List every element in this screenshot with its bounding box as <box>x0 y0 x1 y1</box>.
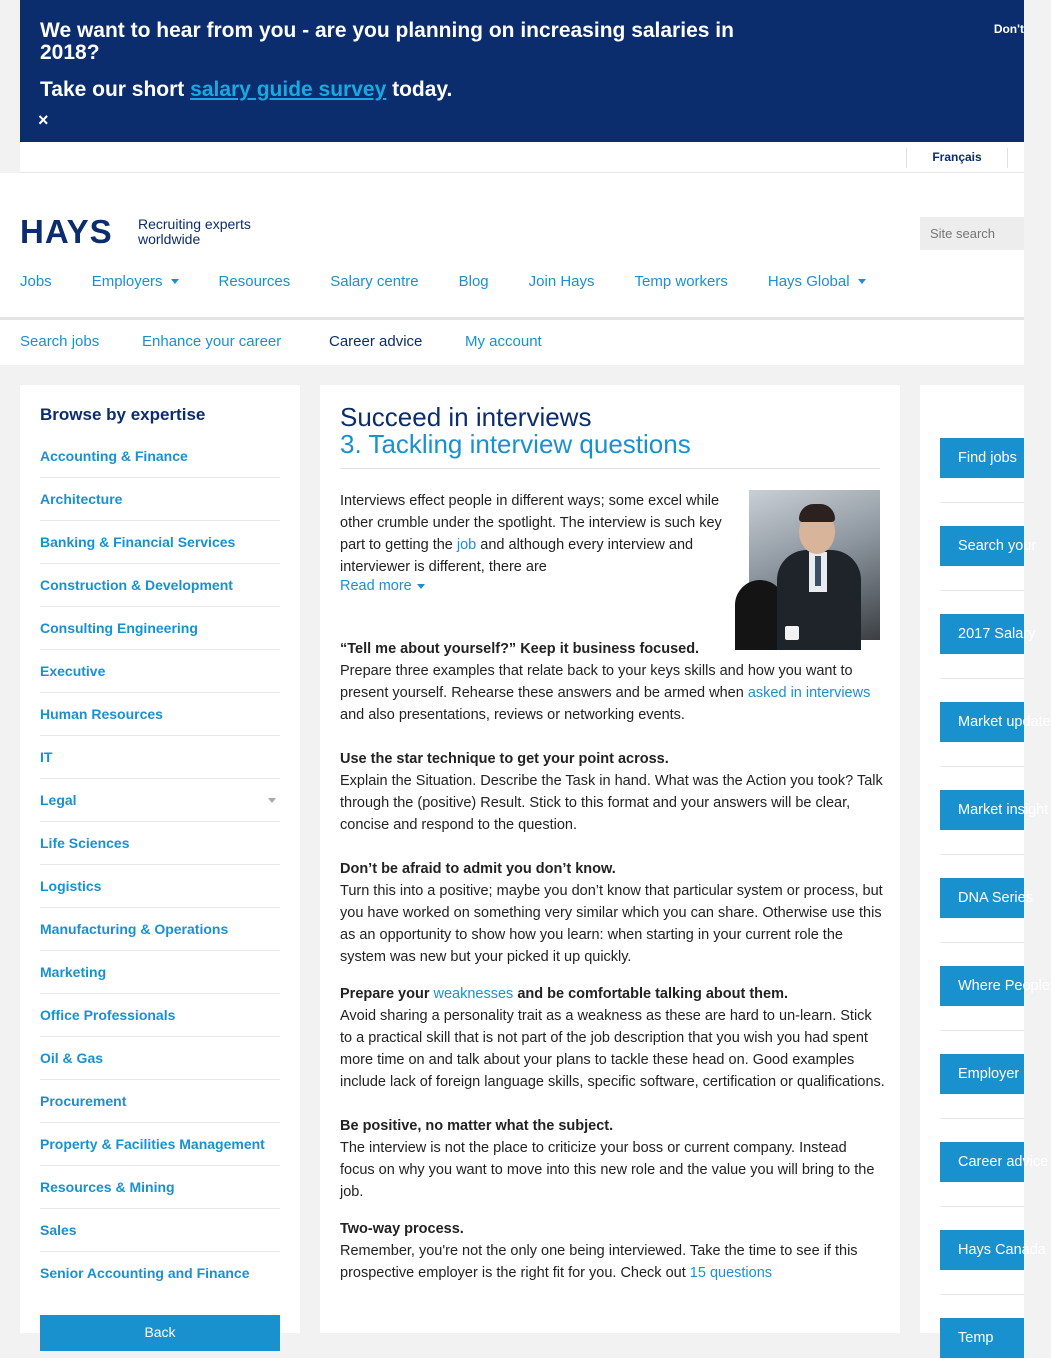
asked-in-interviews-link[interactable]: asked in interviews <box>747 685 871 701</box>
section-star-technique <box>340 748 885 836</box>
language-switch-link[interactable]: Français <box>906 148 1008 168</box>
section-heading-post: and be comfortable talking about them. <box>513 986 789 1002</box>
sidebar-title: Browse by expertise <box>40 405 206 424</box>
divider <box>940 1118 1024 1119</box>
search-your-button[interactable]: Search your <box>940 526 1024 566</box>
nav-label: Resources <box>218 272 291 290</box>
job-link[interactable]: job <box>456 537 477 553</box>
sidebar-item-sales[interactable]: Sales <box>40 1209 280 1252</box>
salary-guide-button[interactable]: 2017 Salary <box>940 614 1024 654</box>
banner-subtitle-suffix: today. <box>386 78 453 101</box>
back-button[interactable]: Back <box>40 1315 280 1351</box>
section-tell-me <box>340 638 885 726</box>
market-insight-button[interactable]: Market insight <box>940 790 1024 830</box>
sidebar-item-human-resources[interactable]: Human Resources <box>40 693 280 736</box>
section-weaknesses <box>340 983 885 1093</box>
nav-label: Join Hays <box>528 272 595 290</box>
chevron-down-icon <box>171 279 179 284</box>
nav-join-hays[interactable] <box>529 269 595 293</box>
market-update-button[interactable]: Market update <box>940 702 1024 742</box>
section-heading: Don’t be afraid to admit you don’t know. <box>340 861 616 877</box>
photo-hair <box>799 504 835 522</box>
sidebar-item-property-facilities[interactable]: Property & Facilities Management <box>40 1123 280 1166</box>
expertise-list <box>40 435 280 1295</box>
nav-temp-workers[interactable] <box>635 269 728 293</box>
sidebar-item-manufacturing[interactable]: Manufacturing & Operations <box>40 908 280 951</box>
section-heading <box>340 983 885 1005</box>
section-heading-pre: Prepare your <box>340 986 434 1002</box>
fifteen-questions-link[interactable]: 15 questions <box>689 1265 773 1281</box>
employer-button[interactable]: Employer <box>940 1054 1024 1094</box>
section-text: Explain the Situation. Describe the Task in hand. What was the Action you took? Talk through the (positive) Result. Stick to this format and your answers will be clear, concise and respond to the question. <box>340 773 883 833</box>
sidebar-item-logistics[interactable]: Logistics <box>40 865 280 908</box>
section-heading: Be positive, no matter what the subject. <box>340 1118 614 1134</box>
interview-photo <box>749 490 880 640</box>
nav-label: Blog <box>458 272 489 290</box>
section-heading: Use the star technique to get your point across. <box>340 751 669 767</box>
subnav-search-jobs[interactable]: Search jobs <box>20 333 100 350</box>
expertise-sidebar <box>20 385 300 1340</box>
sidebar-item-legal[interactable] <box>40 779 280 822</box>
banner-subtitle <box>40 78 452 102</box>
nav-employers[interactable] <box>92 269 179 293</box>
nav-resources[interactable] <box>219 269 291 293</box>
divider <box>940 1030 1024 1031</box>
chevron-down-icon[interactable] <box>268 798 276 803</box>
sidebar-item-label: Legal <box>40 792 77 808</box>
where-people-button[interactable]: Where People <box>940 966 1024 1006</box>
nav-label: Employers <box>91 272 163 290</box>
banner-subtitle-prefix: Take our short <box>40 78 191 101</box>
nav-label: Jobs <box>20 272 52 290</box>
site-search-input[interactable] <box>920 217 1024 250</box>
article-body <box>340 638 885 1306</box>
section-heading: Two-way process. <box>340 1221 464 1237</box>
section-heading: “Tell me about yourself?” Keep it business focused. <box>340 641 700 657</box>
nav-hays-global[interactable] <box>768 269 866 293</box>
section-text: The interview is not the place to criticize your boss or current company. Instead focus on why you want to move into this new role and the value you will bring to the job. <box>340 1140 875 1200</box>
banner-title: We want to hear from you - are you planning on increasing salaries in 2018? <box>40 19 734 64</box>
site-header <box>0 173 1024 317</box>
divider <box>940 766 1024 767</box>
sidebar-item-marketing[interactable]: Marketing <box>40 951 280 994</box>
chevron-down-icon <box>417 584 425 589</box>
sidebar-item-architecture[interactable]: Architecture <box>40 478 280 521</box>
sidebar-item-procurement[interactable]: Procurement <box>40 1080 280 1123</box>
find-jobs-button[interactable]: Find jobs <box>940 438 1024 478</box>
banner-close-icon[interactable]: × <box>38 110 49 130</box>
section-text: Prepare three examples that relate back to your keys skills and how you want to present yourself. Rehearse these answers and be armed when <box>340 663 853 701</box>
photo-tie <box>815 556 821 586</box>
section-text: Remember, you're not the only one being interviewed. Take the time to see if this prospective employer is the right fit for you. Check out <box>340 1243 858 1281</box>
page-title: Succeed in interviews <box>340 402 592 432</box>
logo-wordmark: HAYS <box>20 213 113 250</box>
nav-jobs[interactable] <box>20 269 52 293</box>
section-text: and also presentations, reviews or networking events. <box>340 707 685 723</box>
nav-label: Salary centre <box>330 272 419 290</box>
read-more-toggle[interactable] <box>340 578 425 594</box>
divider <box>940 590 1024 591</box>
career-advice-button[interactable]: Career advice <box>940 1142 1024 1182</box>
dna-series-button[interactable]: DNA Series <box>940 878 1024 918</box>
section-admit <box>340 858 885 968</box>
sidebar-item-consulting-engineering[interactable]: Consulting Engineering <box>40 607 280 650</box>
section-two-way <box>340 1218 885 1284</box>
nav-label: Hays Global <box>767 272 850 290</box>
utility-bar <box>20 142 1024 173</box>
sub-navigation <box>0 320 1024 365</box>
salary-survey-link[interactable]: salary guide survey <box>190 78 387 101</box>
divider <box>940 942 1024 943</box>
sidebar-item-oil-gas[interactable]: Oil & Gas <box>40 1037 280 1080</box>
section-text: Turn this into a positive; maybe you don’t know that particular system or process, but you have worked on something very similar which you can share. Otherwise use this as an opportunity to show how you learn: when starting in your current role the system was new but your picked it up quickly. <box>340 883 883 965</box>
page-subtitle: 3. Tackling interview questions <box>340 429 691 459</box>
weaknesses-link[interactable]: weaknesses <box>433 986 514 1002</box>
sidebar-item-executive[interactable]: Executive <box>40 650 280 693</box>
hays-canada-button[interactable]: Hays Canada <box>940 1230 1024 1270</box>
divider <box>940 1294 1024 1295</box>
title-divider <box>340 468 880 469</box>
temp-button[interactable]: Temp <box>940 1318 1024 1358</box>
divider <box>940 678 1024 679</box>
subnav-enhance-career[interactable]: Enhance your career <box>142 333 282 350</box>
sidebar-item-resources-mining[interactable]: Resources & Mining <box>40 1166 280 1209</box>
nav-salary-centre[interactable] <box>330 269 418 293</box>
divider <box>940 1206 1024 1207</box>
main-navigation <box>20 269 906 293</box>
intro-text-pre: Interviews effect people in different ways; some excel while other crumble under the spotlight. The interview is such key part to getting the <box>340 493 722 553</box>
article-content <box>320 385 900 1333</box>
divider <box>940 854 1024 855</box>
sidebar-item-construction[interactable]: Construction & Development <box>40 564 280 607</box>
sidebar-item-it[interactable]: IT <box>40 736 280 779</box>
survey-banner <box>20 0 1024 142</box>
subnav-career-advice[interactable]: Career advice <box>329 333 423 350</box>
divider <box>940 502 1024 503</box>
sidebar-item-banking[interactable]: Banking & Financial Services <box>40 521 280 564</box>
nav-blog[interactable] <box>459 269 489 293</box>
logo-tagline: Recruiting experts worldwide <box>138 216 251 247</box>
read-more-label: Read more <box>340 578 412 594</box>
intro-text <box>340 490 736 578</box>
quick-links-column <box>920 385 1051 1346</box>
sidebar-item-office-professionals[interactable]: Office Professionals <box>40 994 280 1037</box>
section-text: Avoid sharing a personality trait as a weakness as these are hard to un-learn. Stick to a practical skill that is not part of the job description that you wish you had spent more time on and talk about your plans to tackle these head on. Good examples include lack of foreign language skills, specific software, certification or qualifications. <box>340 1008 885 1090</box>
banner-dont-show-link[interactable]: Don't <box>993 22 1024 36</box>
subnav-my-account[interactable]: My account <box>465 333 542 350</box>
chevron-down-icon <box>858 279 866 284</box>
intro-text-post: and although every interview and interviewer is different, there are <box>340 537 694 575</box>
section-be-positive <box>340 1115 885 1203</box>
nav-label: Temp workers <box>634 272 728 290</box>
sidebar-item-accounting-finance[interactable]: Accounting & Finance <box>40 435 280 478</box>
sidebar-item-senior-accounting[interactable]: Senior Accounting and Finance <box>40 1265 250 1281</box>
sidebar-item-life-sciences[interactable]: Life Sciences <box>40 822 280 865</box>
